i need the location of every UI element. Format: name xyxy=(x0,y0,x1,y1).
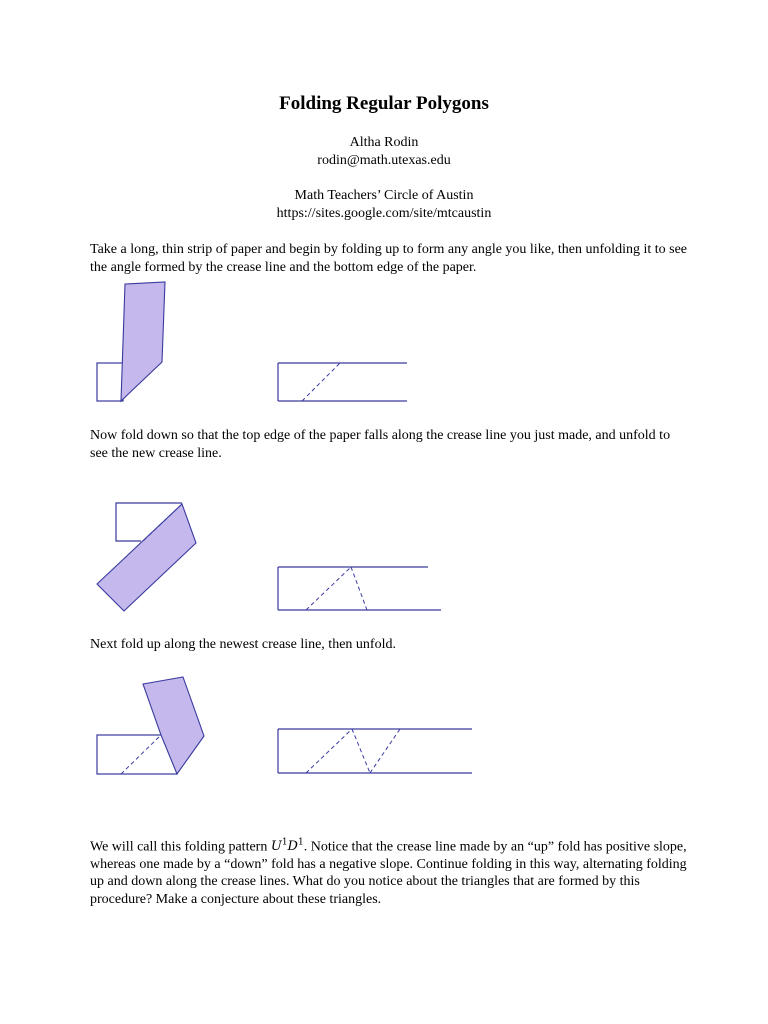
page-title: Folding Regular Polygons xyxy=(279,93,489,114)
math-u: U xyxy=(270,839,282,855)
author-email: rodin@math.utexas.edu xyxy=(317,153,451,168)
math-u-exponent: 1 xyxy=(281,838,288,848)
organization-name: Math Teachers’ Circle of Austin xyxy=(294,188,474,203)
math-d-exponent: 1 xyxy=(297,838,304,848)
folded-flap-3 xyxy=(143,677,204,774)
crease-line-up-3a xyxy=(306,729,352,773)
pattern-notation xyxy=(271,839,304,854)
crease-line-up-3b xyxy=(370,729,400,773)
paragraph-fold-up: Take a long, thin strip of paper and begin by folding up to form any angle you like, then unfolding it to see the angle formed by the crease line and the bottom edge of the paper. xyxy=(90,242,688,275)
crease-line-down-3 xyxy=(352,729,370,773)
paragraph-fold-down: Now fold down so that the top edge of the paper falls along the crease line you just made, and unfold to see the new crease line. xyxy=(90,428,671,461)
math-d: D xyxy=(287,839,298,855)
crease-line-base-3 xyxy=(121,735,161,774)
organization-url: https://sites.google.com/site/mtcaustin xyxy=(276,206,492,221)
paragraph-fold-up-again: Next fold up along the newest crease line, then unfold. xyxy=(90,637,396,652)
author-name: Altha Rodin xyxy=(349,135,419,150)
paragraph-folding-pattern xyxy=(90,835,690,908)
pattern-text-before: We will call this folding pattern xyxy=(90,839,271,855)
pattern-text-after: . Notice that the crease line made by an “up” fold has positive slope, whereas one made by a “down” fold has a negative slope. Continue folding in this way, alternating folding up and down along the crease lines. What do you notice about the triangles that are formed by this procedure? Make a conjecture about these triangles. xyxy=(90,839,687,907)
